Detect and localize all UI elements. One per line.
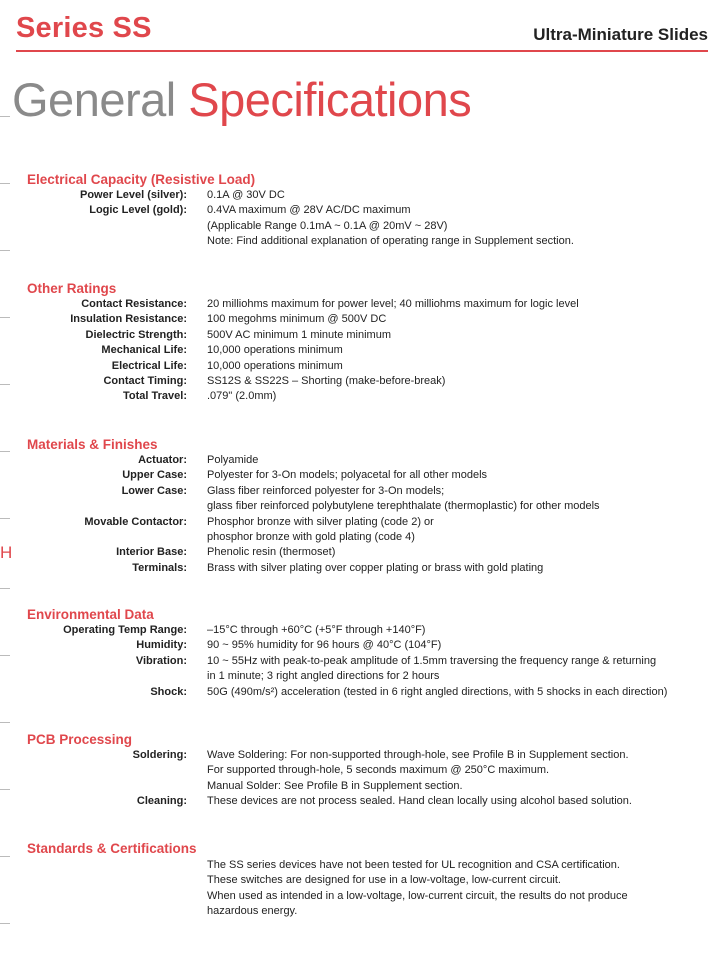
margin-tick	[0, 722, 10, 723]
spec-value: For supported through-hole, 5 seconds maximum @ 250°C maximum.	[207, 764, 550, 777]
spec-row	[27, 297, 717, 312]
spec-label: Total Travel:	[123, 390, 187, 403]
margin-tick	[0, 451, 10, 452]
spec-label: Electrical Life:	[111, 359, 187, 372]
margin-tick	[0, 588, 10, 589]
spec-label: Terminals:	[132, 561, 187, 574]
section-pcb-processing	[27, 731, 717, 810]
standards-text: These switches are designed for use in a low-voltage, low-current circuit.	[207, 874, 561, 887]
section-title: Electrical Capacity (Resistive Load)	[27, 172, 256, 187]
spec-label: Interior Base:	[116, 546, 187, 559]
spec-row	[27, 561, 717, 576]
spec-label: Upper Case:	[122, 469, 187, 482]
spec-value: 20 milliohms maximum for power level; 40 milliohms maximum for logic level	[207, 298, 579, 310]
spec-value: Polyamide	[207, 454, 259, 466]
margin-tick	[0, 116, 10, 117]
spec-value: (Applicable Range 0.1mA ~ 0.1A @ 20mV ~ 28V)	[207, 219, 448, 232]
margin-ticks	[0, 0, 12, 967]
page-title-specifications: Specifications	[188, 73, 472, 126]
spec-label: Power Level (silver):	[80, 189, 187, 201]
spec-value: Glass fiber reinforced polyester for 3-On models;	[207, 484, 445, 497]
spec-row	[27, 623, 717, 638]
section-electrical-capacity	[27, 171, 717, 250]
spec-value: 10,000 operations minimum	[207, 359, 343, 372]
spec-row	[27, 794, 717, 809]
margin-tick	[0, 317, 10, 318]
page-title-general: General	[12, 73, 176, 126]
margin-tick	[0, 384, 10, 385]
spec-value: SS12S & SS22S – Shorting (make-before-break)	[207, 375, 446, 388]
spec-row	[27, 328, 717, 343]
page-header	[16, 10, 708, 50]
standards-text: When used as intended in a low-voltage, low-current circuit, the results do not produce	[207, 889, 628, 902]
margin-tick	[0, 183, 10, 184]
page-title	[12, 72, 471, 127]
spec-value: Polyester for 3-On models; polyacetal for all other models	[207, 469, 488, 482]
margin-tick	[0, 518, 10, 519]
spec-row	[27, 203, 717, 249]
spec-value: Phenolic resin (thermoset)	[207, 546, 336, 559]
standards-text: The SS series devices have not been tested for UL recognition and CSA certification.	[207, 859, 620, 871]
spec-value: 90 ~ 95% humidity for 96 hours @ 40°C (104°F)	[207, 639, 442, 652]
margin-tick	[0, 789, 10, 790]
spec-row	[27, 188, 717, 203]
spec-value: Wave Soldering: For non-supported through-hole, see Profile B in Supplement section.	[207, 749, 629, 761]
spec-label: Cleaning:	[136, 795, 187, 808]
spec-value: in 1 minute; 3 right angled directions for 2 hours	[207, 670, 440, 683]
spec-row	[27, 654, 717, 685]
header-rule	[16, 50, 708, 52]
spec-label: Humidity:	[136, 639, 187, 652]
spec-label: Mechanical Life:	[101, 344, 187, 357]
section-title: PCB Processing	[27, 732, 133, 747]
spec-row	[27, 685, 717, 700]
spec-value: glass fiber reinforced polybutylene terephthalate (thermoplastic) for other models	[207, 500, 600, 513]
spec-row	[27, 748, 717, 794]
section-standards-certifications	[27, 840, 717, 920]
spec-label: Soldering:	[132, 749, 187, 761]
spec-value: –15°C through +60°C (+5°F through +140°F)	[207, 624, 426, 636]
spec-value: phosphor bronze with gold plating (code 4)	[207, 531, 415, 544]
spec-row	[27, 453, 717, 468]
section-tab-marker: H	[0, 543, 13, 562]
margin-tick	[0, 250, 10, 251]
section-title: Standards & Certifications	[27, 841, 197, 856]
product-subtitle: Ultra-Miniature Slides	[533, 25, 708, 44]
spec-value: 100 megohms minimum @ 500V DC	[207, 313, 387, 326]
series-title: Series SS	[16, 12, 152, 44]
spec-label: Actuator:	[138, 454, 187, 466]
section-title: Materials & Finishes	[27, 437, 158, 452]
spec-label: Contact Resistance:	[81, 298, 187, 310]
spec-row	[27, 343, 717, 358]
spec-row	[27, 638, 717, 653]
section-other-ratings	[27, 280, 717, 405]
spec-value: Phosphor bronze with silver plating (code 2) or	[207, 515, 434, 528]
spec-value: 10,000 operations minimum	[207, 344, 343, 357]
spec-label: Movable Contactor:	[84, 515, 187, 528]
spec-label: Contact Timing:	[103, 375, 187, 388]
spec-row	[27, 468, 717, 483]
section-materials-finishes	[27, 436, 717, 576]
spec-row	[27, 389, 717, 404]
section-title: Other Ratings	[27, 281, 117, 296]
spec-label: Operating Temp Range:	[63, 624, 187, 636]
spec-row	[27, 484, 717, 515]
spec-label: Dielectric Strength:	[85, 328, 187, 341]
spec-row	[27, 374, 717, 389]
spec-row	[27, 545, 717, 560]
section-environmental-data	[27, 606, 717, 700]
spec-label: Shock:	[150, 685, 187, 698]
spec-label: Logic Level (gold):	[89, 204, 187, 217]
spec-value: .079" (2.0mm)	[207, 390, 277, 403]
spec-label: Lower Case:	[121, 484, 187, 497]
spec-value: These devices are not process sealed. Hand clean locally using alcohol based solution.	[207, 795, 632, 808]
spec-row	[27, 515, 717, 546]
spec-row	[27, 312, 717, 327]
margin-tick	[0, 655, 10, 656]
spec-label: Insulation Resistance:	[70, 313, 187, 326]
spec-value: Brass with silver plating over copper plating or brass with gold plating	[207, 561, 544, 574]
spec-label: Vibration:	[135, 654, 187, 667]
spec-row	[27, 359, 717, 374]
section-title: Environmental Data	[27, 607, 154, 622]
spec-value: Note: Find additional explanation of operating range in Supplement section.	[207, 235, 574, 248]
spec-value: 500V AC minimum 1 minute minimum	[207, 328, 392, 341]
margin-tick	[0, 856, 10, 857]
spec-value: 0.1A @ 30V DC	[207, 189, 285, 201]
spec-value: 50G (490m/s²) acceleration (tested in 6 right angled directions, with 5 shocks in each direction)	[207, 685, 668, 698]
standards-text: hazardous energy.	[207, 905, 298, 918]
spec-value: 0.4VA maximum @ 28V AC/DC maximum	[207, 204, 411, 217]
margin-tick	[0, 923, 10, 924]
spec-value: 10 ~ 55Hz with peak-to-peak amplitude of 1.5mm traversing the frequency range & returning	[207, 654, 657, 667]
spec-value: Manual Solder: See Profile B in Supplement section.	[207, 779, 463, 792]
